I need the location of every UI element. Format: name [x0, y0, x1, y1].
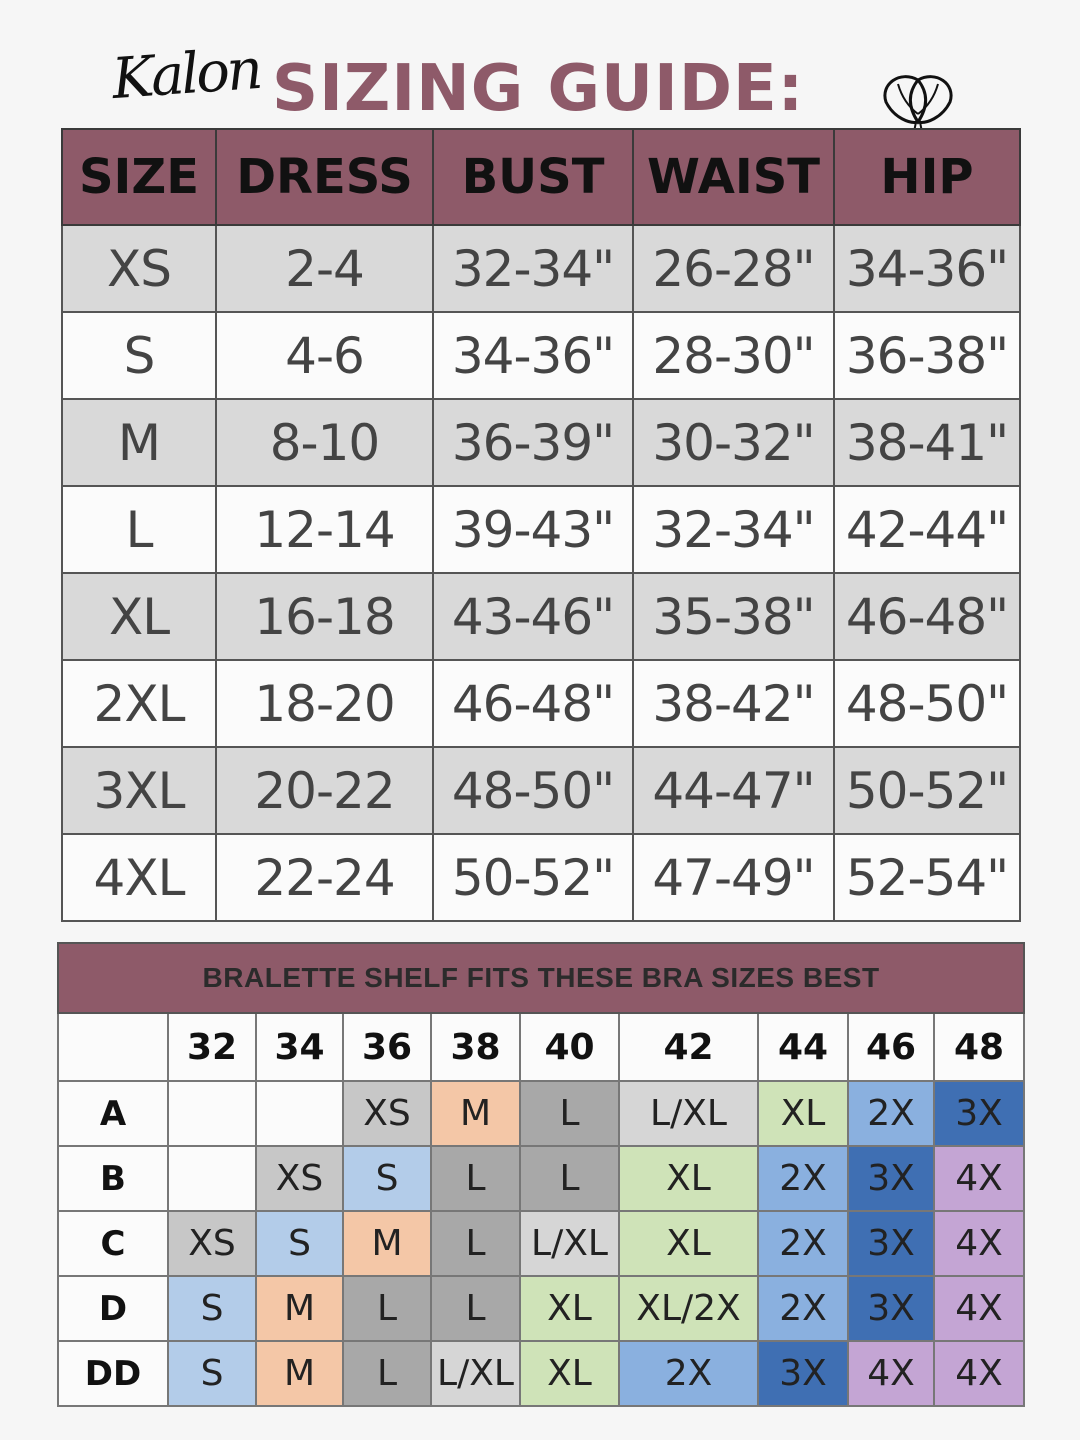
cell-size: 3XL: [62, 747, 216, 834]
cell-size: S: [62, 312, 216, 399]
cell-bust: 46-48": [433, 660, 633, 747]
bralette-size-cell: L: [431, 1146, 520, 1211]
band-size-header: 46: [848, 1013, 934, 1081]
band-size-header: 44: [758, 1013, 848, 1081]
bralette-size-cell: 3X: [848, 1211, 934, 1276]
bralette-size-cell: 4X: [934, 1211, 1024, 1276]
cell-size: 2XL: [62, 660, 216, 747]
bralette-size-cell: S: [256, 1211, 343, 1276]
bralette-size-cell: 4X: [934, 1146, 1024, 1211]
cell-bust: 32-34": [433, 225, 633, 312]
cup-row: [58, 1211, 1024, 1276]
cup-size-label: D: [58, 1276, 168, 1341]
cell-dress: 20-22: [216, 747, 433, 834]
cell-waist: 28-30": [633, 312, 834, 399]
cell-dress: 4-6: [216, 312, 433, 399]
cell-size: XL: [62, 573, 216, 660]
cell-bust: 50-52": [433, 834, 633, 921]
bralette-size-cell: XS: [168, 1211, 256, 1276]
column-header-hip: HIP: [834, 129, 1020, 225]
cup-row: [58, 1341, 1024, 1406]
cup-row: [58, 1146, 1024, 1211]
band-size-header: 36: [343, 1013, 431, 1081]
bralette-size-cell: XL: [520, 1341, 619, 1406]
size-chart-table: [61, 128, 1021, 922]
cell-dress: 22-24: [216, 834, 433, 921]
band-size-header: 34: [256, 1013, 343, 1081]
cell-waist: 35-38": [633, 573, 834, 660]
cell-dress: 16-18: [216, 573, 433, 660]
cell-bust: 36-39": [433, 399, 633, 486]
cup-size-label: DD: [58, 1341, 168, 1406]
cell-hip: 48-50": [834, 660, 1020, 747]
cell-bust: 48-50": [433, 747, 633, 834]
column-header-dress: DRESS: [216, 129, 433, 225]
column-header-waist: WAIST: [633, 129, 834, 225]
bralette-size-cell: L/XL: [520, 1211, 619, 1276]
cell-size: L: [62, 486, 216, 573]
bra-table-banner: BRALETTE SHELF FITS THESE BRA SIZES BEST: [58, 943, 1024, 1013]
bralette-size-cell: 2X: [758, 1276, 848, 1341]
cell-dress: 8-10: [216, 399, 433, 486]
bralette-size-cell: 2X: [758, 1211, 848, 1276]
bralette-size-cell: M: [256, 1341, 343, 1406]
bralette-size-cell: 2X: [848, 1081, 934, 1146]
bralette-size-cell: 4X: [934, 1341, 1024, 1406]
column-header-size: SIZE: [62, 129, 216, 225]
cell-bust: 39-43": [433, 486, 633, 573]
cell-hip: 38-41": [834, 399, 1020, 486]
cup-size-label: B: [58, 1146, 168, 1211]
table-row: [62, 225, 1020, 312]
bralette-size-cell: S: [168, 1276, 256, 1341]
column-header-bust: BUST: [433, 129, 633, 225]
bralette-size-cell: [256, 1081, 343, 1146]
band-size-header: 38: [431, 1013, 520, 1081]
cup-row: [58, 1276, 1024, 1341]
cell-size: 4XL: [62, 834, 216, 921]
bralette-size-cell: XL: [619, 1211, 758, 1276]
cell-waist: 32-34": [633, 486, 834, 573]
band-size-header: 32: [168, 1013, 256, 1081]
cell-waist: 30-32": [633, 399, 834, 486]
bralette-size-cell: XS: [256, 1146, 343, 1211]
bralette-size-cell: 3X: [848, 1146, 934, 1211]
band-size-header: 40: [520, 1013, 619, 1081]
page-title: SIZING GUIDE:: [272, 52, 805, 126]
cell-waist: 26-28": [633, 225, 834, 312]
bralette-size-cell: 2X: [758, 1146, 848, 1211]
bralette-size-cell: L: [431, 1211, 520, 1276]
band-size-header: 48: [934, 1013, 1024, 1081]
cell-hip: 42-44": [834, 486, 1020, 573]
size-chart-header-row: [62, 129, 1020, 225]
cell-waist: 44-47": [633, 747, 834, 834]
brand-logo: Kalon: [109, 36, 263, 113]
cell-hip: 50-52": [834, 747, 1020, 834]
table-row: [62, 573, 1020, 660]
cell-hip: 36-38": [834, 312, 1020, 399]
cell-dress: 2-4: [216, 225, 433, 312]
bralette-size-cell: XL/2X: [619, 1276, 758, 1341]
bralette-size-cell: 3X: [934, 1081, 1024, 1146]
cell-hip: 52-54": [834, 834, 1020, 921]
bralette-size-cell: 2X: [619, 1341, 758, 1406]
corner-cell: [58, 1013, 168, 1081]
cell-waist: 38-42": [633, 660, 834, 747]
cup-size-label: C: [58, 1211, 168, 1276]
bralette-size-cell: L: [343, 1341, 431, 1406]
bralette-size-cell: 3X: [848, 1276, 934, 1341]
cell-hip: 46-48": [834, 573, 1020, 660]
bralette-icon: [876, 64, 960, 134]
page-header: [0, 20, 1080, 130]
bralette-size-cell: L: [520, 1081, 619, 1146]
bralette-size-cell: L/XL: [619, 1081, 758, 1146]
bra-size-table: [57, 942, 1025, 1407]
cell-waist: 47-49": [633, 834, 834, 921]
bralette-size-cell: XS: [343, 1081, 431, 1146]
band-size-header: 42: [619, 1013, 758, 1081]
cell-bust: 43-46": [433, 573, 633, 660]
table-row: [62, 834, 1020, 921]
table-row: [62, 660, 1020, 747]
bralette-size-cell: 4X: [848, 1341, 934, 1406]
bralette-size-cell: [168, 1081, 256, 1146]
bralette-size-cell: XL: [758, 1081, 848, 1146]
bralette-size-cell: XL: [520, 1276, 619, 1341]
cell-size: M: [62, 399, 216, 486]
bralette-size-cell: XL: [619, 1146, 758, 1211]
cup-row: [58, 1081, 1024, 1146]
bralette-size-cell: L: [431, 1276, 520, 1341]
bralette-size-cell: L/XL: [431, 1341, 520, 1406]
bralette-size-cell: S: [168, 1341, 256, 1406]
table-row: [62, 486, 1020, 573]
bralette-size-cell: L: [520, 1146, 619, 1211]
table-row: [62, 399, 1020, 486]
cell-hip: 34-36": [834, 225, 1020, 312]
bralette-size-cell: M: [256, 1276, 343, 1341]
cell-size: XS: [62, 225, 216, 312]
band-size-header-row: [58, 1013, 1024, 1081]
bralette-size-cell: M: [431, 1081, 520, 1146]
table-row: [62, 312, 1020, 399]
bralette-size-cell: L: [343, 1276, 431, 1341]
table-row: [62, 747, 1020, 834]
bralette-size-cell: M: [343, 1211, 431, 1276]
bralette-size-cell: 3X: [758, 1341, 848, 1406]
bralette-size-cell: S: [343, 1146, 431, 1211]
cell-dress: 18-20: [216, 660, 433, 747]
cup-size-label: A: [58, 1081, 168, 1146]
bralette-size-cell: 4X: [934, 1276, 1024, 1341]
cell-dress: 12-14: [216, 486, 433, 573]
cell-bust: 34-36": [433, 312, 633, 399]
bralette-size-cell: [168, 1146, 256, 1211]
